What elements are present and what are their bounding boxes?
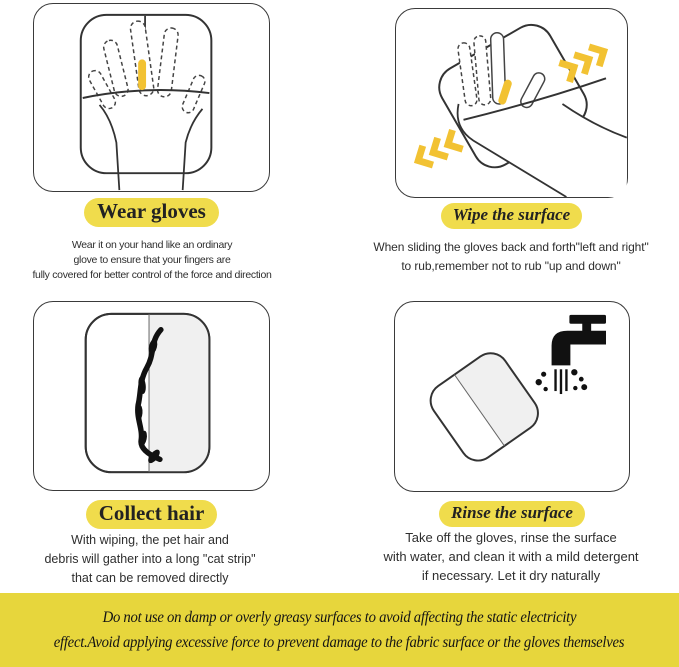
step4-description <box>343 528 679 585</box>
warning-line: Do not use on damp or overly greasy surfaces to avoid affecting the static electricity <box>102 608 577 626</box>
step1-label-row <box>33 198 270 227</box>
step2-description <box>343 238 679 275</box>
step3-label-pill: Collect hair <box>86 500 218 529</box>
rinse-surface-illustration-frame <box>394 301 630 492</box>
description-line: to rub,remember not to rub "up and down" <box>401 258 621 273</box>
step1-description <box>0 238 304 283</box>
description-line: if necessary. Let it dry naturally <box>421 568 601 583</box>
step2-label-pill: Wipe the surface <box>441 203 582 229</box>
collect-hair-illustration-frame <box>33 301 270 491</box>
step3-label-row <box>33 500 270 529</box>
warning-banner <box>0 593 679 667</box>
description-line: fully covered for better control of the force and direction <box>32 269 272 281</box>
description-line: With wiping, the pet hair and <box>71 533 229 547</box>
gloved-hand-icon <box>34 4 269 191</box>
description-line: that can be removed directly <box>71 571 229 585</box>
description-line: with water, and clean it with a mild detergent <box>383 549 639 564</box>
step3-description <box>0 531 300 588</box>
description-line: Take off the gloves, rinse the surface <box>405 530 617 545</box>
wiping-glove-icon <box>396 9 627 197</box>
hair-strip-glove-icon <box>34 302 269 490</box>
chevrons-left-icon <box>413 130 463 170</box>
warning-line: effect.Avoid applying excessive force to prevent damage to the fabric surface or the gloves themselves <box>54 633 625 651</box>
step2-label-row <box>395 203 628 229</box>
step1-label-pill: Wear gloves <box>84 198 219 227</box>
glove-pad <box>424 346 545 467</box>
water-stream <box>556 369 567 394</box>
description-line: When sliding the gloves back and forth"left and right" <box>373 240 649 254</box>
step4-label-row <box>394 501 630 527</box>
step4-label-pill: Rinse the surface <box>439 501 585 527</box>
faucet-icon <box>552 315 606 365</box>
wear-gloves-illustration-frame <box>33 3 270 192</box>
wipe-surface-illustration-frame <box>395 8 628 198</box>
rinse-glove-faucet-icon <box>395 302 629 491</box>
description-line: Wear it on your hand like an ordinary <box>71 239 233 251</box>
yellow-grip-stripe <box>138 59 146 90</box>
description-line: glove to ensure that your fingers are <box>73 254 231 266</box>
description-line: debris will gather into a long "cat strip" <box>44 552 256 566</box>
